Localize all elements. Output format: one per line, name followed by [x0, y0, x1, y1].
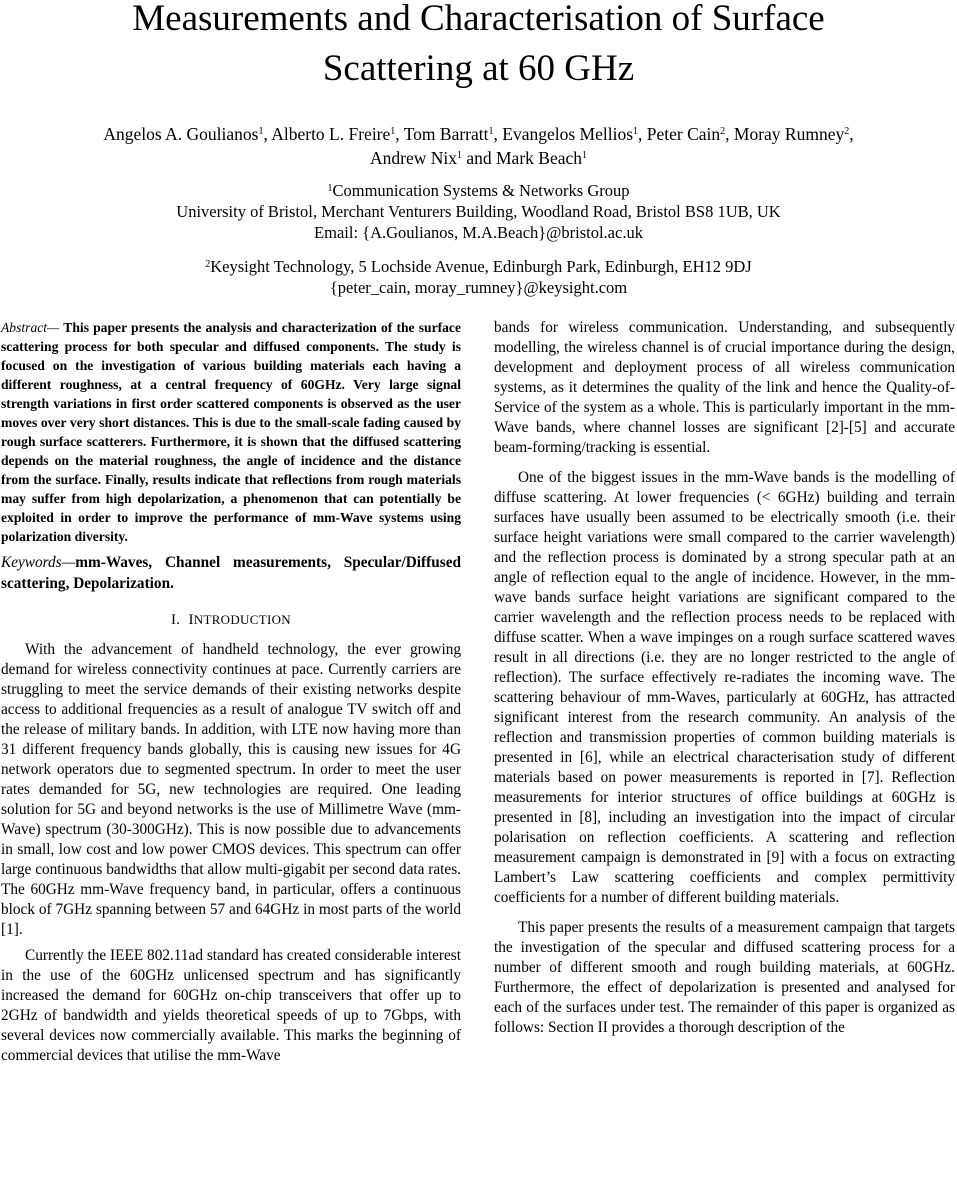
keywords: [1, 552, 461, 594]
right-column: [494, 318, 955, 1038]
affiliation-address: Keysight Technology, 5 Lochside Avenue, Edinburgh Park, Edinburgh, EH12 9DJ: [210, 257, 752, 276]
left-column: [1, 318, 461, 1066]
abstract: [1, 318, 461, 546]
affiliation-marker: 1: [390, 126, 396, 137]
affiliation-group: Communication Systems & Networks Group: [332, 181, 630, 200]
affiliation-marker: 2: [720, 126, 726, 137]
section-heading-introduction: [1, 610, 461, 630]
affiliation-marker: 1: [582, 150, 588, 161]
author-goulianos: Angelos A. Goulianos: [103, 124, 259, 144]
affiliation-marker: 2: [844, 126, 850, 137]
section-number: I.: [171, 612, 181, 628]
affiliation-marker: 2: [205, 259, 211, 270]
affiliation-marker: 1: [327, 183, 333, 194]
paragraph: bands for wireless communication. Understanding, and subsequently modelling, the wireless channel is of crucial importance during the design, development and deployment process of all wireless communication systems, as it determines the quality of the link and hence the Quality-of-Service of the system as a whole. This is particularly important in the mm-Wave bands, where channel losses are significant [2]-[5] and accurate beam-forming/tracking is essential.: [494, 319, 955, 456]
author-separator: ,: [849, 124, 854, 144]
affiliation-email: Email: {A.Goulianos, M.A.Beach}@bristol.ac.uk: [314, 223, 643, 242]
paper-title: [0, 0, 957, 94]
affiliation-email: {peter_cain, moray_rumney}@keysight.com: [329, 278, 628, 297]
affiliation-marker: 1: [633, 126, 639, 137]
abstract-text: This paper presents the analysis and characterization of the surface scattering process for both specular and diffused components. The study is focused on the investigation of various building materials each having a different roughness, at a central frequency of 60GHz. Very large signal strength variations in first order scattered components is observed as the user moves over very short distances. This is due to the small-scale fading caused by rough surface scatterers. Furthermore, it is shown that the diffused scattering depends on the material roughness, the angle of incidence and the distance from the surface. Finally, results indicate that reflections from rough materials may suffer from high depolarization, a phenomenon that can potentially be exploited in order to improve the performance of mm-Wave systems using polarization diversity.: [1, 320, 461, 544]
affiliation-marker: 1: [258, 126, 264, 137]
author-beach: and Mark Beach: [461, 148, 583, 168]
section-title-rest: NTRODUCTION: [193, 612, 291, 627]
affiliation-keysight: [20, 256, 937, 298]
author-freire: , Alberto L. Freire: [263, 124, 391, 144]
title-line-2: Scattering at 60 GHz: [322, 48, 635, 89]
paragraph: Currently the IEEE 802.11ad standard has created considerable interest in the use of the 60GHz unlicensed spectrum and has significantly increased the demand for 60GHz on-chip transceivers that offer up to 2GHz of bandwidth and yields theoretical speeds of up to 7Gbps, with several devices now commercially available. This marks the beginning of commercial devices that utilise the mm-Wave: [1, 947, 461, 1064]
section-initial: I: [188, 612, 194, 628]
author-barratt: , Tom Barratt: [395, 124, 489, 144]
affiliation-marker: 1: [456, 150, 462, 161]
title-line-1: Measurements and Characterisation of Surface: [132, 0, 825, 39]
paragraph: This paper presents the results of a measurement campaign that targets the investigation of the specular and diffused scattering process for a number of different smooth and rough building materials, at 60GHz. Furthermore, the effect of depolarization is presented and analysed for each of the surfaces under test. The remainder of this paper is organized as follows: Section II provides a thorough description of the: [494, 919, 955, 1036]
affiliation-bristol: [20, 180, 937, 243]
paragraph: One of the biggest issues in the mm-Wave bands is the modelling of diffuse scattering. At lower frequencies (< 6GHz) building and terrain surfaces have usually been assumed to be electrically smooth (i.e. their surface height variations were small compared to the carrier wavelength) and the reflection process is dominated by a strong specular path at an angle of reflection equal to the angle of incidence. However, in the mm-wave bands surface height variations are significant compared to the carrier wavelength and the reflection process needs to be replaced with diffuse scatter. When a wave impinges on a rough surface scattered waves result in all directions (i.e. they are no longer restricted to the angle of reflection). The surface effectively re-radiates the incoming wave. The scattering behaviour of mm-Waves, particularly at 60GHz, has attracted significant interest from the research community. An analysis of the reflection and transmission properties of common building materials is presented in [6], while an electrical characterisation study of different materials based on power measurements is reported in [7]. Reflection measurements for interior structures of office buildings at 60GHz is presented in [8], including an investigation into the impact of circular polarisation on reflection coefficients. A scattering and reflection measurement campaign is demonstrated in [9] with a focus on extracting Lambert’s Law scattering coefficients and complex permittivity coefficients for a number of different building materials.: [494, 469, 955, 906]
author-mellios: , Evangelos Mellios: [493, 124, 634, 144]
author-cain: , Peter Cain: [638, 124, 721, 144]
author-list: [20, 122, 937, 170]
author-nix: Andrew Nix: [369, 148, 457, 168]
keywords-text: mm-Waves, Channel measurements, Specular/Diffused scattering, Depolarization.: [1, 554, 461, 592]
abstract-lead: Abstract—: [1, 320, 64, 335]
affiliation-address: University of Bristol, Merchant Venturers Building, Woodland Road, Bristol BS8 1UB, UK: [176, 202, 781, 221]
author-rumney: , Moray Rumney: [725, 124, 845, 144]
keywords-lead: Keywords—: [1, 554, 76, 571]
paragraph: With the advancement of handheld technology, the ever growing demand for wireless connectivity continues at pace. Currently carriers are struggling to meet the service demands of their existing networks despite access to additional frequencies as a result of analogue TV switch off and the release of military bands. In addition, with LTE now having more than 31 different frequency bands globally, this is causing new issues for 4G network operators due to segmented spectrum. In order to meet the user rates demanded for 5G, new technologies are required. One leading solution for 5G and beyond networks is the use of Millimetre Wave (mm-Wave) spectrum (30-300GHz). This is now possible due to advancements in small, low cost and low power CMOS devices. This spectrum can offer large continuous bandwidths that allow multi-gigabit per second data rates. The 60GHz mm-Wave frequency band, in particular, offers a continuous block of 7GHz spanning between 57 and 64GHz in most parts of the world [1].: [1, 641, 461, 938]
affiliation-marker: 1: [488, 126, 494, 137]
